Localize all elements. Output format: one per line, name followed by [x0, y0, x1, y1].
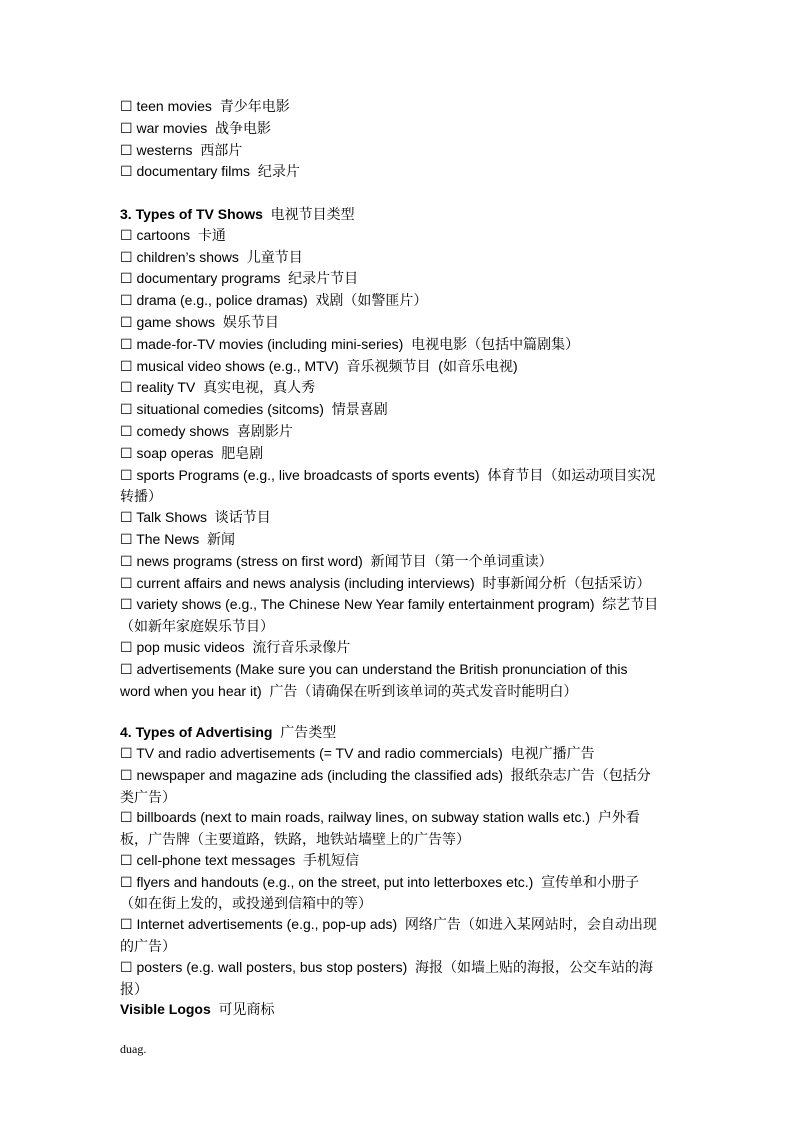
heading-text: Visible Logos: [120, 1001, 211, 1018]
item-text: documentary programs 纪录片节目: [132, 270, 359, 287]
checklist-item: [120, 443, 660, 465]
item-text: Talk Shows 谈话节目: [132, 509, 271, 526]
checklist-item: [120, 573, 660, 595]
item-text: variety shows (e.g., The Chinese New Year family entertainment program) 综艺节目（如新年家庭娱乐节目）: [120, 596, 659, 635]
checkbox-icon: ☐: [120, 380, 133, 397]
item-text: The News 新闻: [132, 530, 235, 547]
item-text: game shows 娱乐节目: [132, 313, 279, 330]
checklist-item: [120, 377, 660, 399]
checkbox-icon: ☐: [120, 510, 133, 527]
checklist-item: [120, 872, 660, 915]
checkbox-icon: ☐: [120, 531, 133, 548]
checklist-item: [120, 421, 660, 443]
checkbox-icon: ☐: [120, 575, 133, 592]
heading-text: 3. Types of TV Shows: [120, 205, 263, 222]
checkbox-icon: ☐: [120, 293, 133, 310]
checklist-item: [120, 659, 660, 702]
checkbox-icon: ☐: [120, 445, 133, 462]
checklist-item: [120, 268, 660, 290]
checkbox-icon: ☐: [120, 852, 133, 869]
checkbox-icon: ☐: [120, 874, 133, 891]
checklist-item: [120, 594, 660, 637]
heading-text: 4. Types of Advertising: [120, 724, 273, 741]
checklist-item: [120, 334, 660, 356]
checkbox-icon: ☐: [120, 767, 133, 784]
item-text: TV and radio advertisements (= TV and radio commercials) 电视广播广告: [132, 744, 595, 761]
checklist-item: [120, 118, 660, 140]
heading-translation: 广告类型: [272, 724, 337, 741]
item-text: sports Programs (e.g., live broadcasts of sports events) 体育节目（如运动项目实况转播）: [120, 466, 656, 505]
item-text: westerns 西部片: [132, 141, 243, 158]
item-text: newspaper and magazine ads (including the classified ads) 报纸杂志广告（包括分类广告）: [120, 766, 651, 805]
section-heading: [120, 204, 660, 225]
checklist-item: [120, 551, 660, 573]
checkbox-icon: ☐: [120, 423, 133, 440]
item-text: cartoons 卡通: [132, 226, 226, 243]
item-text: drama (e.g., police dramas) 戏剧（如警匪片）: [132, 292, 428, 309]
item-text: situational comedies (sitcoms) 情景喜剧: [132, 401, 388, 418]
checkbox-icon: ☐: [120, 227, 133, 244]
checkbox-icon: ☐: [120, 249, 133, 266]
item-text: comedy shows 喜剧影片: [132, 422, 293, 439]
item-text: posters (e.g. wall posters, bus stop posters) 海报（如墙上贴的海报，公交车站的海报）: [120, 958, 654, 997]
section-heading: [120, 722, 660, 743]
page-footer: duag.: [120, 1042, 147, 1056]
checklist-item: [120, 399, 660, 421]
checkbox-icon: ☐: [120, 164, 133, 181]
checkbox-icon: ☐: [120, 467, 133, 484]
checklist-item: [120, 529, 660, 551]
item-text: news programs (stress on first word) 新闻节目（第一个单词重读）: [132, 552, 553, 569]
checkbox-icon: ☐: [120, 99, 133, 115]
item-text: cell-phone text messages 手机短信: [132, 851, 359, 868]
checkbox-icon: ☐: [120, 358, 133, 375]
checklist-item: [120, 140, 660, 162]
checklist-item: [120, 465, 660, 508]
checkbox-icon: ☐: [120, 271, 133, 288]
checklist-item: [120, 914, 660, 957]
item-text: reality TV 真实电视，真人秀: [132, 379, 316, 396]
checkbox-icon: ☐: [120, 553, 133, 570]
item-text: billboards (next to main roads, railway lines, on subway station walls etc.) 户外看板，广告牌（主要道路，铁路，地铁站墙壁上的广告等）: [120, 809, 640, 848]
checkbox-icon: ☐: [120, 314, 133, 331]
heading-translation: 电视节目类型: [262, 205, 355, 222]
item-text: teen movies 青少年电影: [132, 98, 290, 114]
checklist-item: [120, 225, 660, 247]
checkbox-icon: ☐: [120, 336, 133, 353]
checkbox-icon: ☐: [120, 639, 133, 656]
item-text: made-for-TV movies (including mini-series) 电视电影（包括中篇剧集）: [132, 335, 580, 352]
document-body: [120, 96, 660, 1020]
checklist-item: [120, 96, 660, 118]
item-text: children’s shows 儿童节目: [132, 248, 303, 265]
checkbox-icon: ☐: [120, 959, 133, 976]
checkbox-icon: ☐: [120, 142, 133, 159]
item-text: soap operas 肥皂剧: [132, 444, 264, 461]
checklist-item: [120, 957, 660, 1000]
checkbox-icon: ☐: [120, 745, 133, 762]
checklist-item: [120, 765, 660, 808]
item-text: Internet advertisements (e.g., pop-up ads) 网络广告（如进入某网站时，会自动出现的广告）: [120, 916, 657, 955]
checklist-item: [120, 807, 660, 850]
item-text: advertisements (Make sure you can understand the British pronunciation of this word when you hear it) 广告（请确保在听到该单词的英式发音时能明白）: [120, 660, 632, 699]
checklist-item: [120, 507, 660, 529]
checkbox-icon: ☐: [120, 597, 133, 614]
heading-translation: 可见商标: [210, 1001, 275, 1018]
section-heading: [120, 999, 660, 1020]
checklist-item: [120, 743, 660, 765]
checkbox-icon: ☐: [120, 661, 133, 678]
checklist-item: [120, 161, 660, 183]
checkbox-icon: ☐: [120, 120, 133, 137]
spacer: [120, 183, 660, 204]
item-text: current affairs and news analysis (including interviews) 时事新闻分析（包括采访）: [132, 574, 651, 591]
checklist-item: [120, 312, 660, 334]
item-text: flyers and handouts (e.g., on the street, put into letterboxes etc.) 宣传单和小册子（如在街上发的，或投递到信箱中的等）: [120, 873, 640, 912]
checklist-item: [120, 356, 660, 378]
checklist-item: [120, 290, 660, 312]
checkbox-icon: ☐: [120, 917, 133, 934]
item-text: musical video shows (e.g., MTV) 音乐视频节目 (如音乐电视): [132, 357, 518, 374]
checklist-item: [120, 637, 660, 659]
checkbox-icon: ☐: [120, 402, 133, 419]
checkbox-icon: ☐: [120, 810, 133, 827]
checklist-item: [120, 850, 660, 872]
checklist-item: [120, 247, 660, 269]
item-text: documentary films 纪录片: [132, 163, 300, 180]
spacer: [120, 701, 660, 722]
item-text: war movies 战争电影: [132, 119, 272, 136]
item-text: pop music videos 流行音乐录像片: [132, 638, 351, 655]
